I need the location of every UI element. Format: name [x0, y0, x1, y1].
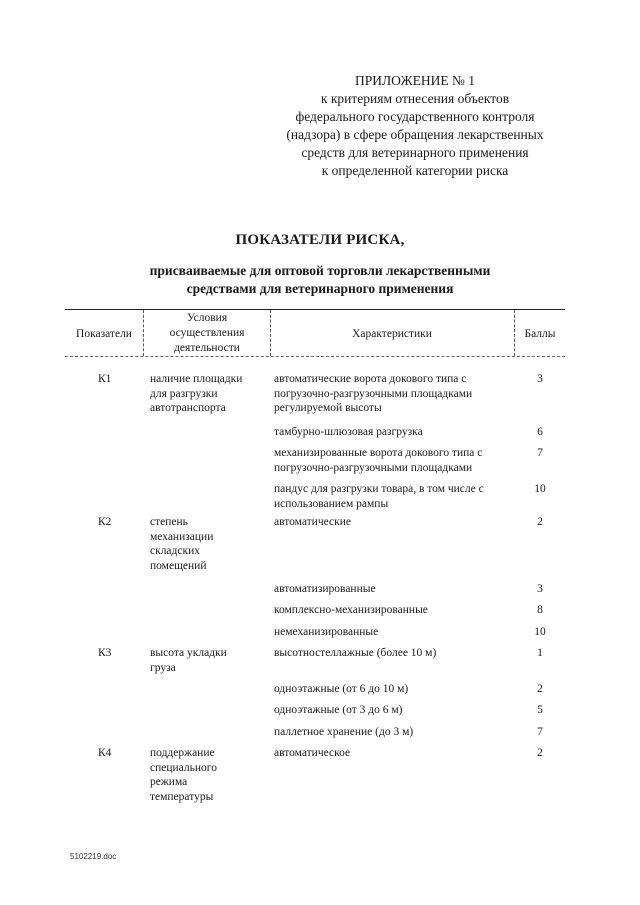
points-value: 1 [537, 647, 543, 659]
points-value: 2 [537, 516, 543, 528]
subtitle-line: присваиваемые для оптовой торговли лекарственными [149, 263, 491, 278]
condition-line: режима [150, 776, 188, 788]
characteristic-line: немеханизированные [274, 626, 379, 638]
condition-line: температуры [150, 790, 214, 803]
table-header-bottom-rule [65, 356, 565, 357]
points-value: 3 [537, 583, 543, 595]
points-value: 10 [534, 483, 546, 495]
condition-line: специального [150, 761, 217, 774]
appendix-header [270, 72, 560, 180]
condition-line: автотранспорта [150, 402, 226, 414]
points-value: 7 [537, 726, 543, 738]
characteristic-line: пандус для разгрузки товара, в том числе с [274, 483, 484, 495]
appendix-line: ПРИЛОЖЕНИЕ № 1 [354, 73, 476, 88]
characteristic-line: автоматические ворота докового типа с [274, 373, 467, 385]
characteristic-line: погрузочно-разгрузочными площадками [274, 461, 473, 474]
appendix-line: средств для ветеринарного применения [301, 145, 529, 160]
characteristic-line: паллетное хранение (до 3 м) [274, 726, 414, 738]
characteristic-text [274, 582, 519, 597]
document-title: ПОКАЗАТЕЛИ РИСКА, [235, 232, 405, 248]
file-name-footer: 5102219.doc [70, 852, 117, 861]
table-header-divider [143, 310, 144, 356]
header-characteristics: Характеристики [352, 328, 432, 340]
indicator-code: К4 [98, 747, 112, 759]
characteristic-text [274, 515, 519, 530]
characteristic-line: высотностеллажные (более 10 м) [274, 647, 437, 659]
header-indicators: Показатели [76, 328, 132, 340]
condition-line: наличие площадки [150, 373, 243, 385]
points-value: 3 [537, 373, 543, 385]
indicator-condition [150, 372, 265, 416]
characteristic-line: одноэтажные (от 6 до 10 м) [274, 683, 409, 695]
characteristic-text [274, 746, 519, 761]
header-conditions-line: Условия [186, 312, 228, 324]
appendix-line: к определенной категории риска [321, 163, 509, 178]
characteristic-line: автоматизированные [274, 583, 376, 595]
characteristic-line: погрузочно-разгрузочными площадками [274, 387, 473, 400]
characteristic-text [274, 482, 519, 511]
appendix-line: к критериям отнесения объектов [320, 91, 510, 106]
characteristic-line: тамбурно-шлюзовая разгрузка [274, 426, 423, 438]
table-header-divider [270, 310, 271, 356]
characteristic-line: одноэтажные (от 3 до 6 м) [274, 704, 403, 716]
indicator-condition [150, 746, 265, 804]
characteristic-text [274, 372, 519, 416]
characteristic-text [274, 425, 519, 440]
characteristic-text [274, 703, 519, 718]
characteristic-line: механизированные ворота докового типа с [274, 447, 483, 459]
characteristic-text [274, 682, 519, 697]
points-value: 7 [537, 447, 543, 459]
document-subtitle [95, 262, 545, 298]
characteristic-line: использованием рампы [274, 497, 389, 510]
condition-line: складских [150, 545, 200, 557]
condition-line: высота укладки [150, 647, 227, 659]
characteristic-text [274, 725, 519, 740]
subtitle-line: средствами для ветеринарного применения [186, 281, 454, 296]
characteristic-text [274, 603, 519, 618]
condition-line: степень [150, 516, 188, 528]
condition-line: механизации [150, 530, 214, 543]
indicator-condition [150, 515, 265, 573]
condition-line: для разгрузки [150, 387, 218, 400]
characteristic-text [274, 646, 519, 661]
condition-line: помещений [150, 559, 207, 572]
points-value: 6 [537, 426, 543, 438]
indicator-condition [150, 646, 265, 675]
table-header-divider [514, 310, 515, 356]
characteristic-line: автоматические [274, 516, 351, 528]
points-value: 2 [537, 747, 543, 759]
header-conditions-line: деятельности [174, 342, 240, 354]
appendix-line: (надзора) в сфере обращения лекарственных [286, 127, 544, 142]
characteristic-text [274, 446, 519, 475]
characteristic-line: комплексно-механизированные [274, 604, 428, 616]
characteristic-line: регулируемой высоты [274, 402, 382, 414]
points-value: 8 [537, 604, 543, 616]
indicator-code: К3 [98, 647, 112, 659]
appendix-line: федерального государственного контроля [295, 109, 535, 124]
table-top-rule [65, 309, 565, 310]
header-conditions-line: осуществления [169, 327, 245, 339]
points-value: 2 [537, 683, 543, 695]
points-value: 10 [534, 626, 546, 638]
condition-line: поддержание [150, 747, 215, 759]
characteristic-text [274, 625, 519, 640]
header-points: Баллы [524, 328, 556, 340]
points-value: 5 [537, 704, 543, 716]
indicator-code: К2 [98, 516, 112, 528]
indicator-code: К1 [98, 373, 112, 385]
header-conditions [146, 311, 268, 356]
characteristic-line: автоматическое [274, 747, 351, 759]
condition-line: груза [150, 661, 176, 674]
